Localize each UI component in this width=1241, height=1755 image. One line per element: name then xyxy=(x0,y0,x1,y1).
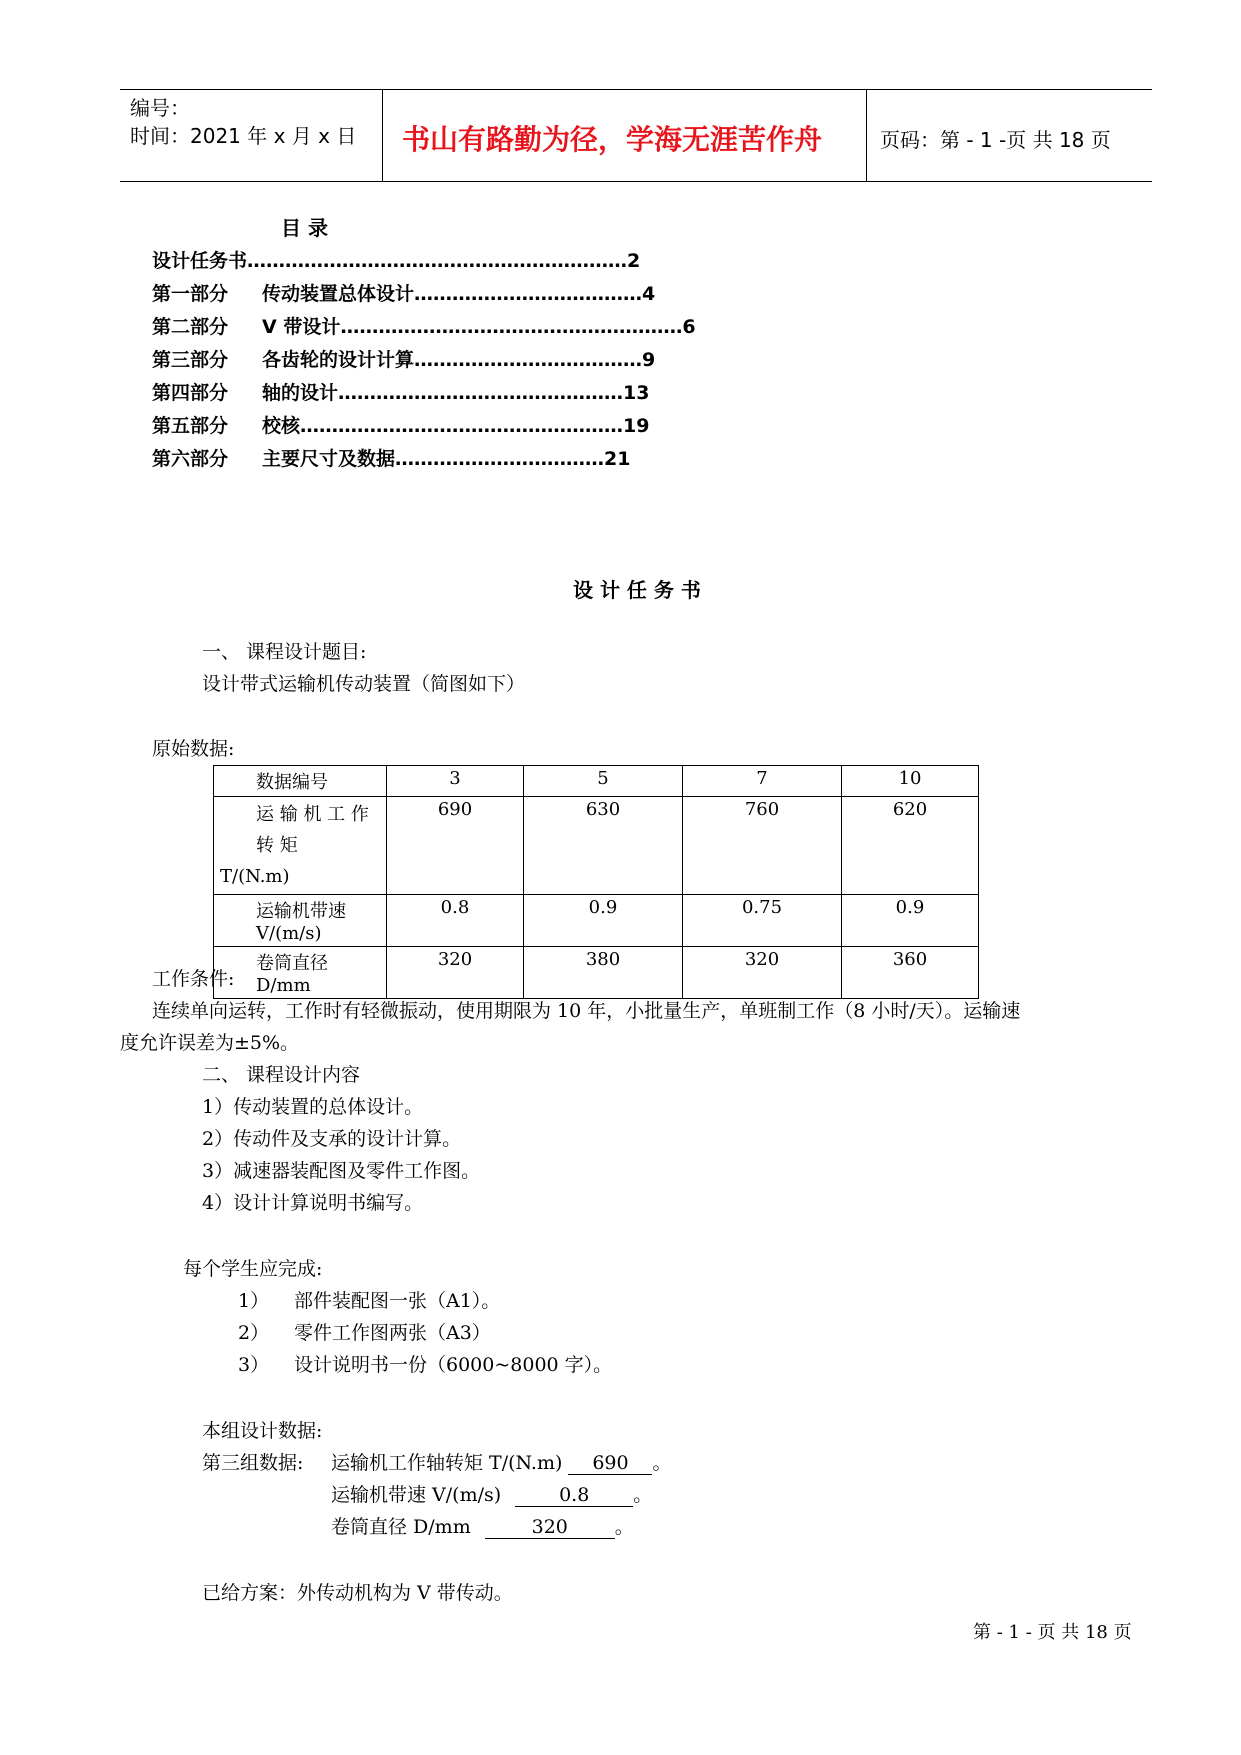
toc-entry-page: 2 xyxy=(627,250,641,272)
toc-entry-title: 传动装置总体设计 xyxy=(262,283,415,305)
group-item-value: 0.8 xyxy=(515,1484,633,1507)
header-motto: 书山有路勤为径，学海无涯苦作舟 xyxy=(402,123,823,156)
table-cell: 360 xyxy=(842,947,979,999)
group-item-value: 690 xyxy=(568,1452,652,1475)
table-cell: 0.75 xyxy=(683,895,842,947)
group-item-label: 运输机工作轴转矩 T/(N.m) xyxy=(331,1452,563,1474)
table-header-cell: 10 xyxy=(842,766,979,797)
group-item xyxy=(331,1480,652,1507)
table-row xyxy=(214,797,979,895)
header-time-label: 时间：2021 年 x 月 x 日 xyxy=(130,124,357,148)
table-cell: 690 xyxy=(387,797,524,895)
header-top-rule xyxy=(120,89,1152,90)
conditions-line1: 连续单向运转，工作时有轻微振动，使用期限为 10 年，小批量生产，单班制工作（8 小时/天）。运输速 xyxy=(152,1000,1021,1022)
toc-entry[interactable] xyxy=(152,444,630,471)
toc-title: 目 录 xyxy=(281,216,328,240)
sec2-item: 4）设计计算说明书编写。 xyxy=(202,1192,424,1214)
toc-entry-dots: ……………………………… xyxy=(414,349,643,371)
student-item-text: 部件装配图一张（A1）。 xyxy=(294,1290,501,1312)
group-item-end: 。 xyxy=(614,1516,634,1538)
student-item-num: 1） xyxy=(238,1290,270,1312)
toc-entry-dots: …………………………………………… xyxy=(300,415,624,437)
header-bottom-rule xyxy=(120,181,1152,182)
toc-entry[interactable] xyxy=(152,411,649,438)
toc-entry-section: 第五部分 xyxy=(152,415,229,437)
student-item xyxy=(238,1318,491,1345)
header-page-label: 页码：第 - 1 -页 共 18 页 xyxy=(880,128,1111,152)
group-item xyxy=(331,1448,671,1475)
table-cell: 320 xyxy=(387,947,524,999)
table-header-cell: 5 xyxy=(524,766,683,797)
conditions-label: 工作条件: xyxy=(152,968,235,990)
group-prefix: 第三组数据: xyxy=(202,1452,304,1474)
table-header-cell: 7 xyxy=(683,766,842,797)
group-item-label: 运输机带速 V/(m/s) xyxy=(331,1484,502,1506)
sec2-item: 2）传动件及支承的设计计算。 xyxy=(202,1128,462,1150)
student-item xyxy=(238,1286,500,1313)
group-item-label: 卷筒直径 D/mm xyxy=(331,1516,471,1538)
scheme-text: 已给方案：外传动机构为 V 带传动。 xyxy=(202,1582,513,1604)
student-item-text: 设计说明书一份（6000~8000 字）。 xyxy=(294,1354,613,1376)
table-row xyxy=(214,895,979,947)
table-header-cell: 3 xyxy=(387,766,524,797)
table-row xyxy=(214,947,979,999)
toc-entry-section: 第二部分 xyxy=(152,316,229,338)
toc-entry-title: 轴的设计 xyxy=(262,382,339,404)
raw-data-table xyxy=(213,765,979,999)
header-divider-left xyxy=(382,89,383,181)
student-item-num: 2） xyxy=(238,1322,270,1344)
toc-entry[interactable] xyxy=(152,312,696,339)
table-row-label-line1: 运 输 机 工 作 转 矩 xyxy=(256,804,369,856)
toc-entry-dots: …………………………… xyxy=(395,448,605,470)
toc-entry-title: 主要尺寸及数据 xyxy=(262,448,396,470)
table-header-cell: 数据编号 xyxy=(214,766,387,797)
sec2-item: 3）减速器装配图及零件工作图。 xyxy=(202,1160,481,1182)
table-cell: 320 xyxy=(683,947,842,999)
group-item-end: 。 xyxy=(652,1452,672,1474)
header-divider-right xyxy=(866,89,867,181)
group-heading: 本组设计数据: xyxy=(202,1420,323,1442)
toc-entry-section: 第六部分 xyxy=(152,448,229,470)
table-row-label-line2: T/(N.m) xyxy=(220,866,290,887)
table-row-label xyxy=(214,797,387,895)
sec2-heading: 二、 课程设计内容 xyxy=(202,1064,361,1086)
toc-entry-section: 第三部分 xyxy=(152,349,229,371)
sec2-item: 1）传动装置的总体设计。 xyxy=(202,1096,424,1118)
toc-entry-page: 4 xyxy=(642,283,656,305)
toc-entry-page: 6 xyxy=(682,316,696,338)
student-item xyxy=(238,1350,612,1377)
table-cell: 620 xyxy=(842,797,979,895)
conditions-line2: 度允许误差为±5%。 xyxy=(120,1032,300,1054)
toc-entry-section: 设计任务书 xyxy=(152,250,248,272)
table-cell: 760 xyxy=(683,797,842,895)
raw-data-label: 原始数据: xyxy=(152,738,235,760)
toc-entry-dots: …………………………………………………… xyxy=(247,250,628,272)
task-title: 设 计 任 务 书 xyxy=(573,578,701,602)
toc-entry-section: 第四部分 xyxy=(152,382,229,404)
toc-entry[interactable] xyxy=(152,279,655,306)
toc-entry-title: 各齿轮的设计计算 xyxy=(262,349,415,371)
sec1-heading: 一、 课程设计题目: xyxy=(202,641,367,663)
toc-entry-section: 第一部分 xyxy=(152,283,229,305)
header-code-label: 编号： xyxy=(130,96,190,120)
toc-entry[interactable] xyxy=(152,378,649,405)
table-row-label: 运输机带速 V/(m/s) xyxy=(214,895,387,947)
table-cell: 380 xyxy=(524,947,683,999)
toc-entry-page: 21 xyxy=(604,448,631,470)
table-cell: 0.9 xyxy=(524,895,683,947)
toc-entry-dots: ……………………………………… xyxy=(338,382,624,404)
footer-page-label: 第 - 1 - 页 共 18 页 xyxy=(973,1622,1132,1643)
toc-entry-title: 校核 xyxy=(262,415,301,437)
toc-entry-title: V 带设计 xyxy=(262,316,341,338)
group-item-value: 320 xyxy=(485,1516,615,1539)
table-cell: 0.8 xyxy=(387,895,524,947)
student-item-num: 3） xyxy=(238,1354,270,1376)
toc-entry[interactable] xyxy=(152,246,640,273)
group-item-end: 。 xyxy=(633,1484,653,1506)
sec1-text: 设计带式运输机传动装置（简图如下） xyxy=(202,673,526,695)
toc-entry-dots: ……………………………………………… xyxy=(340,316,683,338)
group-item xyxy=(331,1512,634,1539)
toc-entry-dots: ……………………………… xyxy=(414,283,643,305)
toc-entry-page: 13 xyxy=(623,382,650,404)
table-row-label: 卷筒直径 D/mm xyxy=(214,947,387,999)
table-cell: 630 xyxy=(524,797,683,895)
toc-entry[interactable] xyxy=(152,345,655,372)
table-cell: 0.9 xyxy=(842,895,979,947)
student-heading: 每个学生应完成: xyxy=(183,1258,323,1280)
table-header-row xyxy=(214,766,979,797)
toc-entry-page: 19 xyxy=(623,415,650,437)
student-item-text: 零件工作图两张（A3） xyxy=(294,1322,491,1344)
toc-entry-page: 9 xyxy=(642,349,656,371)
